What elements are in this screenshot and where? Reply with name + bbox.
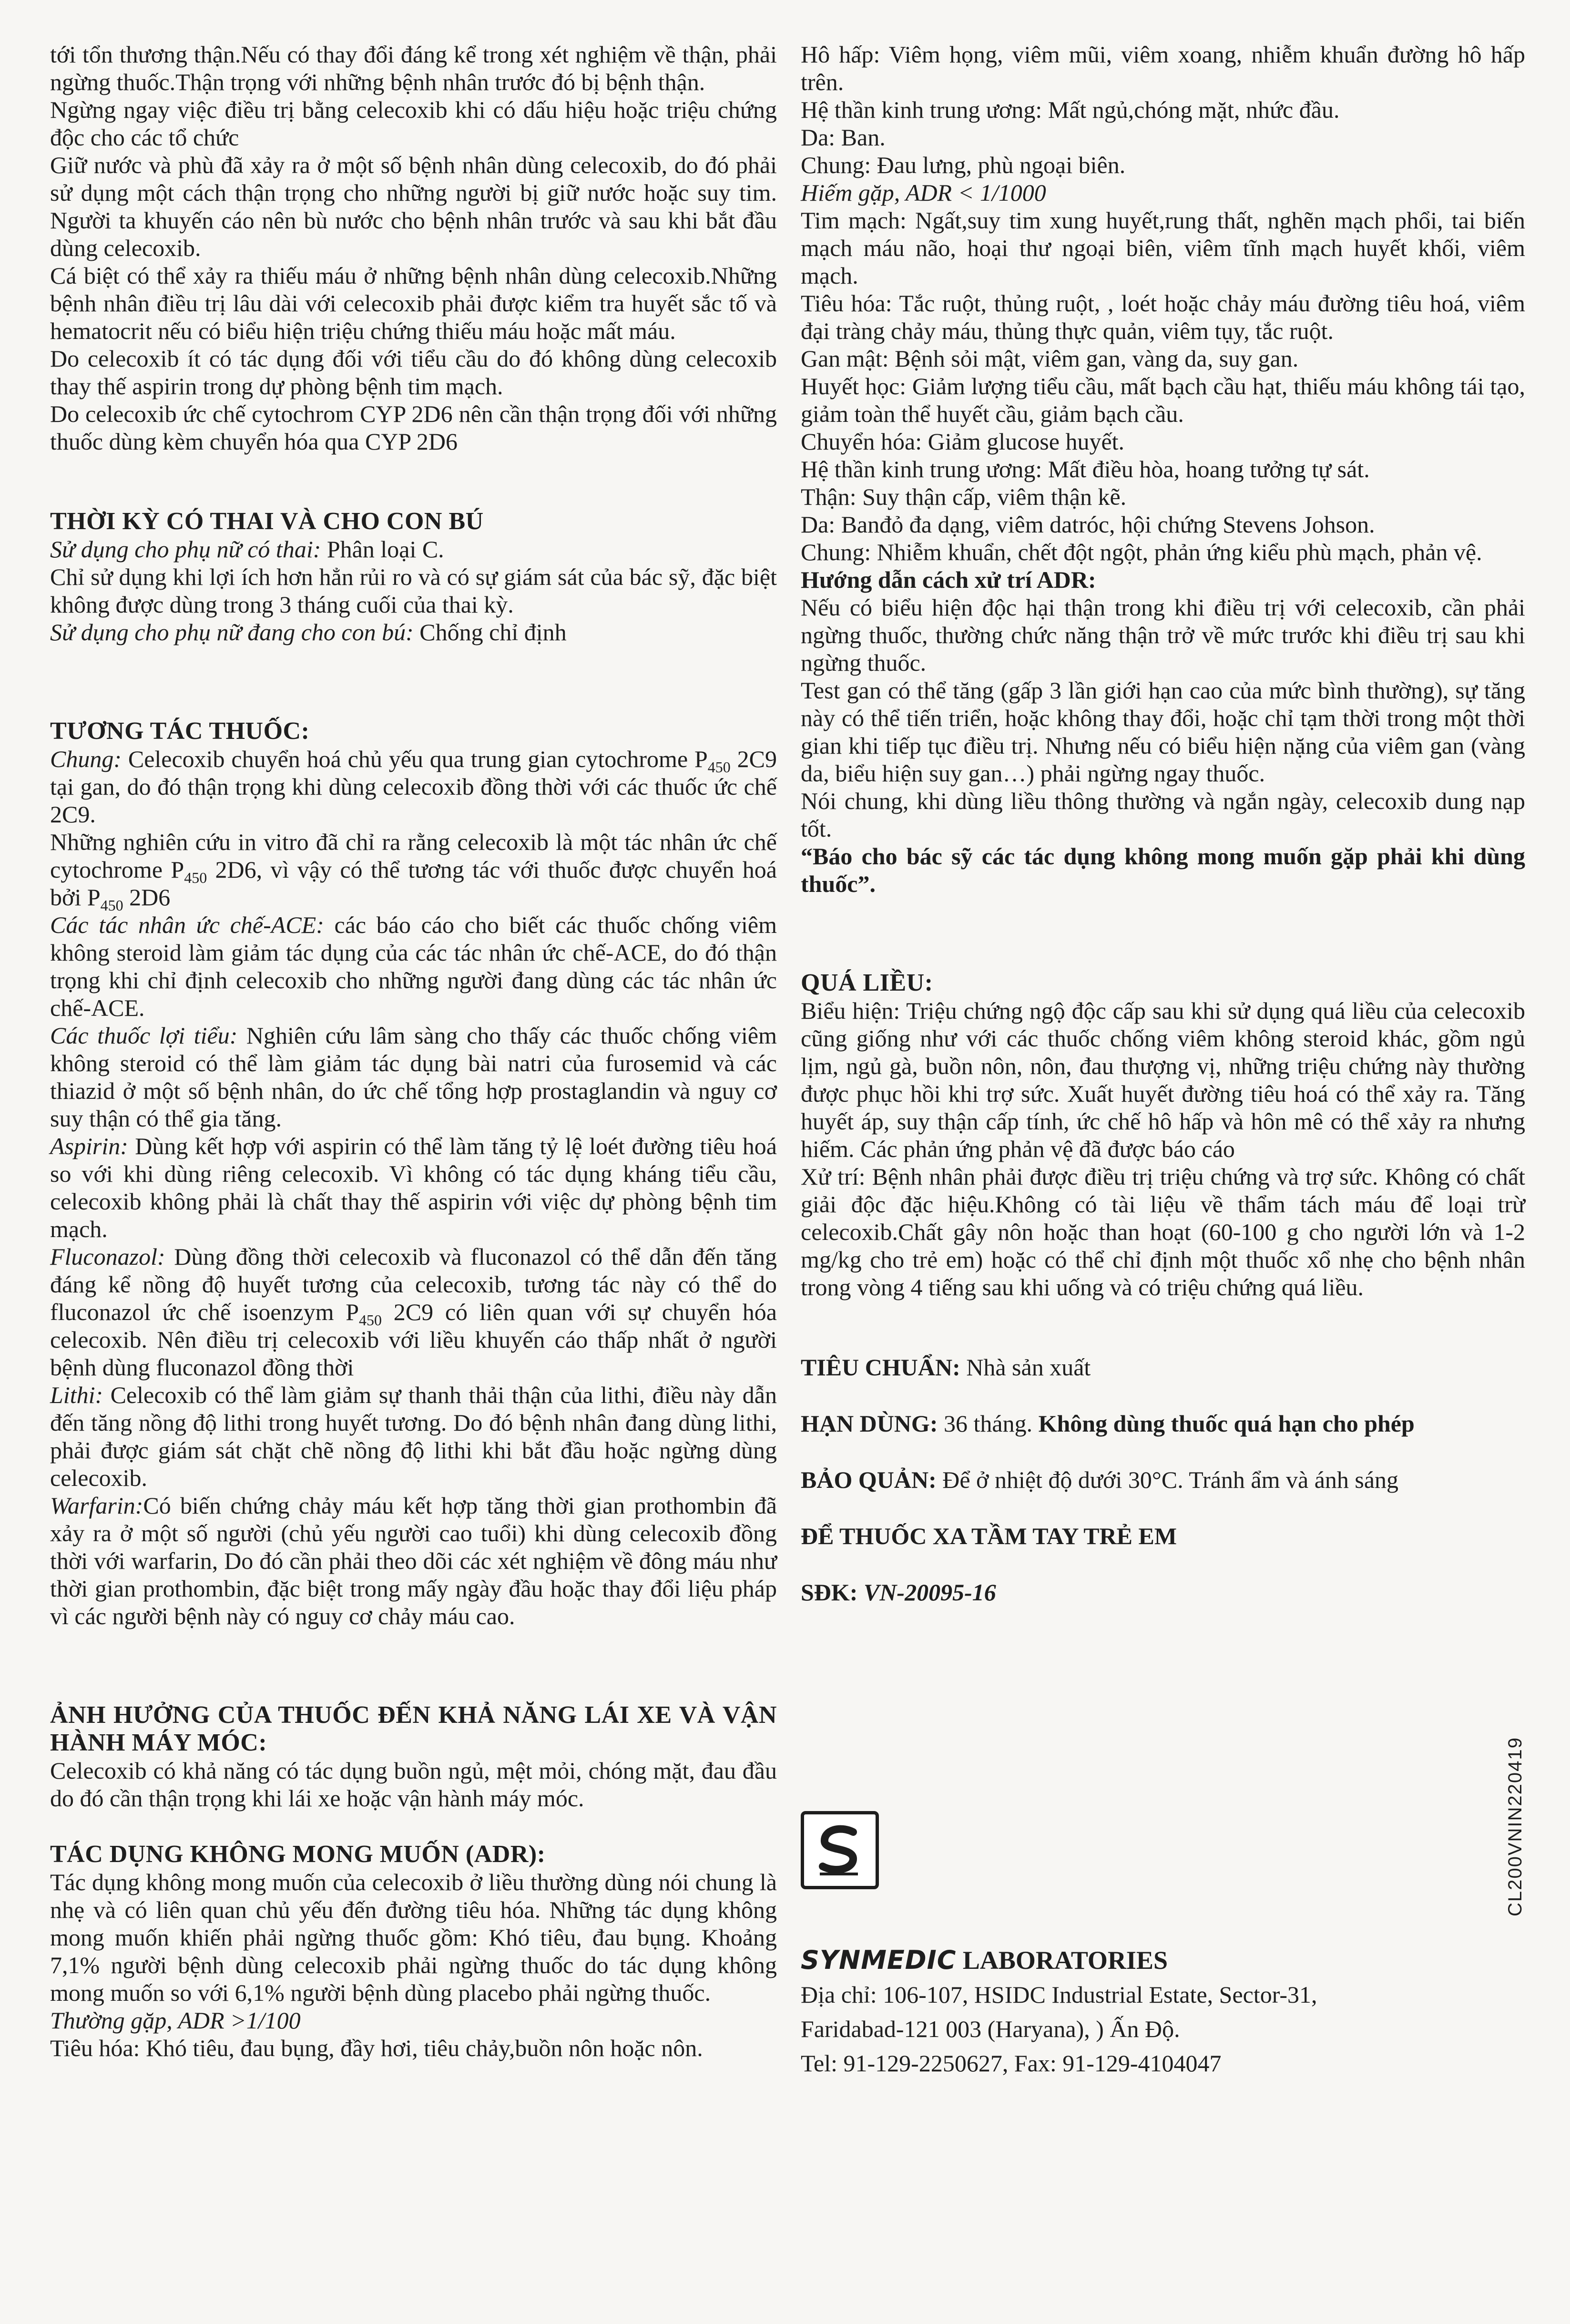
adr-guide-liver: Test gan có thể tăng (gấp 3 lần giới hạn cao của mức bình thường), sự tăng này có thể tiến triển, hoặc không thay đổi, hoặc chỉ tạm thời trong một thời gian khi tiếp tục điều trị. Nhưng nếu có biểu hiện nặng của viêm gan (vàng da, biểu hiện suy gan…) phải ngừng ngay thuốc.: [801, 677, 1525, 787]
pregnancy-note: Chỉ sử dụng khi lợi ích hơn hẳn rủi ro và có sự giám sát của bác sỹ, đặc biệt không được dùng trong 3 tháng cuối của thai kỳ.: [50, 563, 777, 618]
overdose-treatment: Xử trí: Bệnh nhân phải được điều trị triệu chứng và trợ sức. Không có chất giải độc đặc hiệu.Không có tài liệu về thẩm tách máu để loại trừ celecoxib.Chất gây nôn hoặc than hoạt (60-100 g cho người lớn và 1-2 mg/kg cho trẻ em) hoặc có thể chỉ định một thuốc xổ nhẹ cho bệnh nhân trong vòng 4 tiếng sau khi uống và có triệu chứng quá liều.: [801, 1163, 1525, 1300]
adr-metabolism: Chuyển hóa: Giảm glucose huyết.: [801, 428, 1125, 455]
adr-common-label: Thường gặp, ADR >1/100: [50, 2007, 301, 2034]
cyp2d6-paragraph: Do celecoxib ức chế cytochrom CYP 2D6 nên cần thận trọng đối với những thuốc dùng kèm chuyển hóa qua CYP 2D6: [50, 400, 777, 455]
interaction-general: Chung: Celecoxib chuyển hoá chủ yếu qua trung gian cytochrome $P_{450}$ 2C9 tại gan, do đó thận trọng khi dùng celecoxib đồng thời với các thuốc ức chế 2C9.: [50, 746, 777, 828]
synmedic-logo: [801, 1811, 879, 1889]
driving-text: Celecoxib có khả năng có tác dụng buồn ngủ, mệt mỏi, chóng mặt, đau đầu do đó cần thận trọng khi lái xe hoặc vận hành máy móc.: [50, 1757, 777, 1812]
keep-away-children: ĐỂ THUỐC XA TẦM TAY TRẺ EM: [801, 1523, 1177, 1549]
stop-treatment-paragraph: Ngừng ngay việc điều trị bằng celecoxib khi có dấu hiệu hoặc triệu chứng độc cho các tổ chức: [50, 96, 777, 151]
interaction-diuretic: Các thuốc lợi tiểu: Nghiên cứu lâm sàng cho thấy các thuốc chống viêm không steroid có thể làm giảm tác dụng bài natri của furosemid và các thiazid ở một số bệnh nhân, do ức chế tổng hợp prostaglandin và nguy cơ suy thận có thể gia tăng.: [50, 1022, 777, 1132]
brand-line: SYNMEDIC LABORATORIES: [801, 1945, 1168, 1975]
adr-respiratory: Hô hấp: Viêm họng, viêm mũi, viêm xoang, nhiễm khuẩn đường hô hấp trên.: [801, 41, 1525, 95]
adr-rare-label: Hiếm gặp, ADR < 1/1000: [801, 179, 1046, 206]
adr-common-gi: Tiêu hóa: Khó tiêu, đau bụng, đầy hơi, tiêu chảy,buồn nôn hoặc nôn.: [50, 2035, 703, 2061]
interaction-aspirin: Aspirin: Dùng kết hợp với aspirin có thể làm tăng tỷ lệ loét đường tiêu hoá so với khi dùng riêng celecoxib. Vì không có tác dụng kháng tiểu cầu, celecoxib không phải là chất thay thế aspirin với việc dự phòng bệnh tim mạch.: [50, 1133, 777, 1242]
pregnancy-use: Sử dụng cho phụ nữ có thai: Phân loại C.: [50, 536, 444, 563]
adr-cns-rare: Hệ thần kinh trung ương: Mất điều hòa, hoang tưởng tự sát.: [801, 456, 1370, 482]
storage-line: BẢO QUẢN: Để ở nhiệt độ dưới 30°C. Tránh ẩm và ánh sáng: [801, 1466, 1399, 1493]
adr-cns: Hệ thần kinh trung ương: Mất ngủ,chóng mặt, nhức đầu.: [801, 96, 1340, 123]
adr-kidney: Thận: Suy thận cấp, viêm thận kẽ.: [801, 483, 1127, 510]
overdose-heading: QUÁ LIỀU:: [801, 969, 933, 996]
pregnancy-heading: THỜI KỲ CÓ THAI VÀ CHO CON BÚ: [50, 508, 484, 535]
interactions-heading: TƯƠNG TÁC THUỐC:: [50, 717, 310, 745]
address-line-2: Faridabad-121 003 (Haryana), ) Ấn Độ.: [801, 2016, 1180, 2042]
adr-blood: Huyết học: Giảm lượng tiểu cầu, mất bạch cầu hạt, thiếu máu không tái tạo, giảm toàn thể huyết cầu, giảm bạch cầu.: [801, 373, 1525, 427]
right-column: [801, 41, 1525, 2077]
adr-text: Tác dụng không mong muốn của celecoxib ở liều thường dùng nói chung là nhẹ và có liên quan chủ yếu đến đường tiêu hóa. Những tác dụng không mong muốn khiến phải ngừng thuốc gồm: Khó tiêu, đau bụng. Khoảng 7,1% người bệnh dùng celecoxib phải ngừng thuốc do tác dụng không mong muốn so với 6,1% người bệnh dùng placebo phải ngừng thuốc.: [50, 1869, 777, 2006]
left-column: [50, 41, 777, 2062]
platelet-paragraph: Do celecoxib ít có tác dụng đối với tiểu cầu do đó không dùng celecoxib thay thế aspirin trong dự phòng bệnh tim mạch.: [50, 345, 777, 399]
adr-report-note: “Báo cho bác sỹ các tác dụng không mong muốn gặp phải khi dùng thuốc”.: [801, 843, 1525, 897]
adr-general: Chung: Đau lưng, phù ngoại biên.: [801, 152, 1126, 178]
renal-paragraph: tới tổn thương thận.Nếu có thay đổi đáng kể trong xét nghiệm về thận, phải ngừng thuốc.Thận trọng với những bệnh nhân trước đó bị bệnh thận.: [50, 41, 777, 95]
interaction-fluconazol: Fluconazol: Dùng đồng thời celecoxib và fluconazol có thể dẫn đến tăng đáng kể nồng độ huyết tương của celecoxib, tương tác này có thể do fluconazol ức chế isoenzym $P_{450}$ 2C9 có liên quan với sự chuyển hóa celecoxib. Nên điều trị celecoxib với liều khuyến cáo thấp nhất ở người bệnh dùng fluconazol đồng thời: [50, 1243, 777, 1381]
lactation-use: Sử dụng cho phụ nữ đang cho con bú: Chống chỉ định: [50, 619, 567, 645]
adr-liver: Gan mật: Bệnh sỏi mật, viêm gan, vàng da, suy gan.: [801, 345, 1299, 372]
adr-heading: TÁC DỤNG KHÔNG MONG MUỐN (ADR):: [50, 1841, 546, 1868]
adr-general-rare: Chung: Nhiễm khuẩn, chết đột ngột, phản ứng kiểu phù mạch, phản vệ.: [801, 539, 1482, 565]
adr-cardio: Tim mạch: Ngất,suy tim xung huyết,rung thất, nghẽn mạch phổi, tai biến mạch máu não, hoại thư ngoại biên, viêm tĩnh mạch huyết khối, viêm mạch.: [801, 207, 1525, 289]
logo-s-icon: [811, 1822, 868, 1879]
anemia-paragraph: Cá biệt có thể xảy ra thiếu máu ở những bệnh nhân dùng celecoxib.Những bệnh nhân điều trị lâu dài với celecoxib phải được kiểm tra huyết sắc tố và hematocrit nếu có biểu hiện triệu chứng thiếu máu hoặc mất máu.: [50, 262, 777, 344]
adr-guide-heading: Hướng dẫn cách xử trí ADR:: [801, 566, 1096, 593]
phone-fax-line: Tel: 91-129-2250627, Fax: 91-129-4104047: [801, 2050, 1222, 2077]
interaction-ace: Các tác nhân ức chế-ACE: các báo cáo cho biết các thuốc chống viêm không steroid làm giảm tác dụng của các tác nhân ức chế-ACE, do đó thận trọng khi chỉ định celecoxib cho những người đang dùng các tác nhân ức chế-ACE.: [50, 911, 777, 1021]
standard-line: TIÊU CHUẨN: Nhà sản xuất: [801, 1354, 1091, 1381]
interaction-warfarin: Warfarin:Có biến chứng chảy máu kết hợp tăng thời gian prothombin đã xảy ra ở một số người (chủ yếu người cao tuổi) khi dùng celecoxib đồng thời với warfarin, Do đó cần phải theo dõi các xét nghiệm về đông máu như thời gian prothombin, đặc biệt trong mấy ngày đầu hoặc thay đổi liệu pháp vì các người bệnh này có nguy cơ chảy máu cao.: [50, 1492, 777, 1629]
adr-guide-tolerance: Nói chung, khi dùng liều thông thường và ngắn ngày, celecoxib dung nạp tốt.: [801, 788, 1525, 842]
adr-guide-renal: Nếu có biểu hiện độc hại thận trong khi điều trị với celecoxib, cần phải ngừng thuốc, thường chức năng thận trở về mức trước khi điều trị sau khi ngừng thuốc.: [801, 594, 1525, 676]
adr-gi: Tiêu hóa: Tắc ruột, thủng ruột, , loét hoặc chảy máu đường tiêu hoá, viêm đại tràng chảy máu, thủng thực quản, viêm tụy, tắc ruột.: [801, 290, 1525, 344]
address-line-1: Địa chỉ: 106-107, HSIDC Industrial Estate, Sector-31,: [801, 1981, 1317, 2008]
expiry-line: HẠN DÙNG: 36 tháng. Không dùng thuốc quá hạn cho phép: [801, 1410, 1415, 1437]
registration-line: SĐK: VN-20095-16: [801, 1579, 996, 1606]
overdose-signs: Biểu hiện: Triệu chứng ngộ độc cấp sau khi sử dụng quá liều của celecoxib cũng giống như với các thuốc chống viêm không steroid khác, gồm ngủ lịm, ngủ gà, buồn nôn, nôn, đau thượng vị, những triệu chứng này thường được phục hồi khi trợ sức. Xuất huyết đường tiêu hoá có thể xảy ra. Tăng huyết áp, suy thận cấp tính, ức chế hô hấp và hôn mê có thể xảy ra nhưng hiếm. Các phản ứng phản vệ đã được báo cáo: [801, 997, 1525, 1162]
fluid-retention-paragraph: Giữ nước và phù đã xảy ra ở một số bệnh nhân dùng celecoxib, do đó phải sử dụng một cách thận trọng cho những người bị giữ nước hoặc suy tim. Người ta khuyến cáo nên bù nước cho bệnh nhân trước và sau khi bắt đầu dùng celecoxib.: [50, 152, 777, 261]
interaction-lithi: Lithi: Celecoxib có thể làm giảm sự thanh thải thận của lithi, điều này dẫn đến tăng nồng độ lithi trong huyết tương. Do đó bệnh nhân đang dùng lithi, phải được giám sát chặt chẽ nồng độ lithi khi bắt đầu hoặc ngừng dùng celecoxib.: [50, 1382, 777, 1491]
document-code: CL200VNIN220419: [1505, 1737, 1526, 1916]
adr-skin: Da: Ban.: [801, 124, 886, 151]
adr-skin-rare: Da: Banđỏ đa dạng, viêm datróc, hội chứng Stevens Johson.: [801, 511, 1375, 538]
driving-heading: ẢNH HƯỞNG CỦA THUỐC ĐẾN KHẢ NĂNG LÁI XE VÀ VẬN HÀNH MÁY MÓC:: [50, 1701, 777, 1756]
interaction-invitro: Những nghiên cứu in vitro đã chỉ ra rằng celecoxib là một tác nhân ức chế cytochrome $P_{450}$ 2D6, vì vậy có thể tương tác với thuốc được chuyển hoá bởi $P_{450}$ 2D6: [50, 829, 777, 914]
